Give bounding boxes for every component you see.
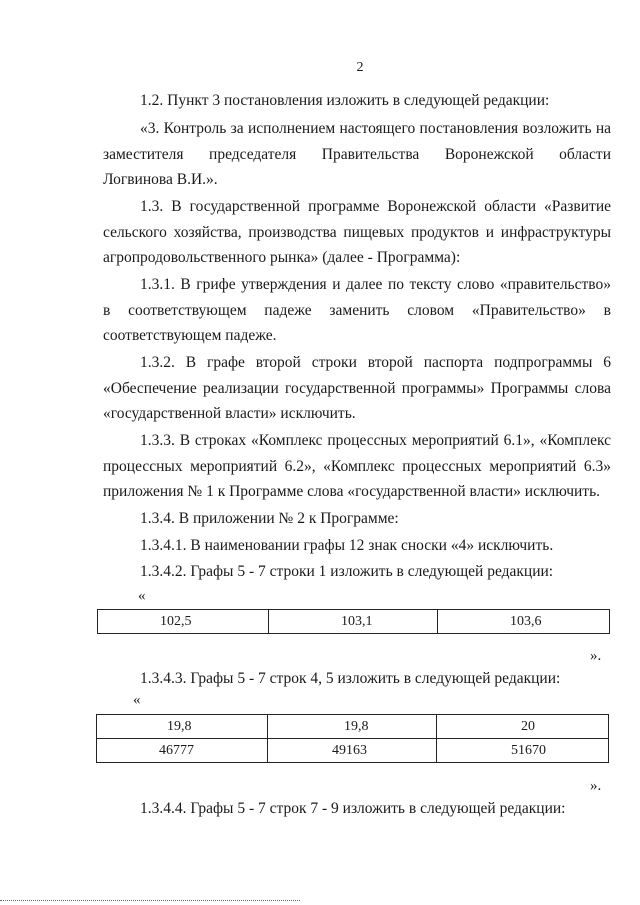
paragraph-1-2: 1.2. Пункт 3 постановления изложить в следующей редакции: <box>140 92 550 109</box>
paragraph-1-3-4-1: 1.3.4.1. В наименовании графы 12 знак сноски «4» исключить. <box>140 537 554 554</box>
paragraph-1-3-4-4: 1.3.4.4. Графы 5 - 7 строк 7 - 9 изложить в следующей редакции: <box>140 800 566 817</box>
open-quote-1: « <box>138 588 146 604</box>
table-cell: 51670 <box>437 739 609 763</box>
paragraph-1-3-3-line-1: 1.3.3. В строках «Комплекс процессных мероприятий 6.1», «Комплекс <box>140 432 611 449</box>
paragraph-1-3-4: 1.3.4. В приложении № 2 к Программе: <box>140 510 399 527</box>
paragraph-1-3-3-line-3: приложения № 1 к Программе слова «государственной власти» исключить. <box>103 483 601 500</box>
table-cell: 20 <box>437 715 609 739</box>
table-cell: 103,6 <box>438 610 610 634</box>
close-quote-2: ». <box>590 778 602 794</box>
paragraph-1-3-2-line-1: 1.3.2. В графе второй строки второй паспорта подпрограммы 6 <box>140 354 611 371</box>
paragraph-1-3-2-line-2: «Обеспечение реализации государственной программы» Программы слова <box>103 380 611 397</box>
paragraph-1-3-3-line-2: процессных мероприятий 6.2», «Комплекс процессных мероприятий 6.3» <box>103 458 611 475</box>
table-cell: 49163 <box>268 739 437 763</box>
page-number: 2 <box>356 60 364 75</box>
bottom-rule <box>0 900 300 901</box>
table-cell: 19,8 <box>97 715 268 739</box>
table-cell: 19,8 <box>268 715 437 739</box>
table-cell: 103,1 <box>269 610 438 634</box>
paragraph-1-3-2-line-3: «государственной власти» исключить. <box>103 405 356 422</box>
paragraph-1-3-line-2: сельского хозяйства, производства пищевых продуктов и инфраструктуры <box>103 224 611 241</box>
paragraph-1-3-4-2: 1.3.4.2. Графы 5 - 7 строки 1 изложить в следующей редакции: <box>140 563 554 580</box>
table-row <box>98 610 610 634</box>
open-quote-2: « <box>133 692 141 708</box>
quote-line-3: Логвинова В.И.». <box>103 171 218 188</box>
table-rows-1 <box>97 609 610 634</box>
quote-line-2: заместителя председателя Правительства Воронежской области <box>103 146 611 163</box>
paragraph-1-3-4-3: 1.3.4.3. Графы 5 - 7 строк 4, 5 изложить в следующей редакции: <box>140 670 561 687</box>
paragraph-1-3-line-1: 1.3. В государственной программе Воронежской области «Развитие <box>140 198 611 215</box>
close-quote-1: ». <box>590 648 602 664</box>
table-row <box>97 739 609 763</box>
paragraph-1-3-line-3: агропродовольственного рынка» (далее - Программа): <box>103 249 461 266</box>
table-row <box>97 715 609 739</box>
quote-line-1: «3. Контроль за исполнением настоящего постановления возложить на <box>140 120 611 137</box>
table-cell: 102,5 <box>98 610 269 634</box>
table-rows-4-5 <box>96 714 609 763</box>
table-cell: 46777 <box>97 739 268 763</box>
paragraph-1-3-1-line-1: 1.3.1. В грифе утверждения и далее по тексту слово «правительство» <box>140 276 611 293</box>
paragraph-1-3-1-line-2: в соответствующем падеже заменить словом «Правительство» в <box>103 302 611 319</box>
paragraph-1-3-1-line-3: соответствующем падеже. <box>103 327 277 344</box>
